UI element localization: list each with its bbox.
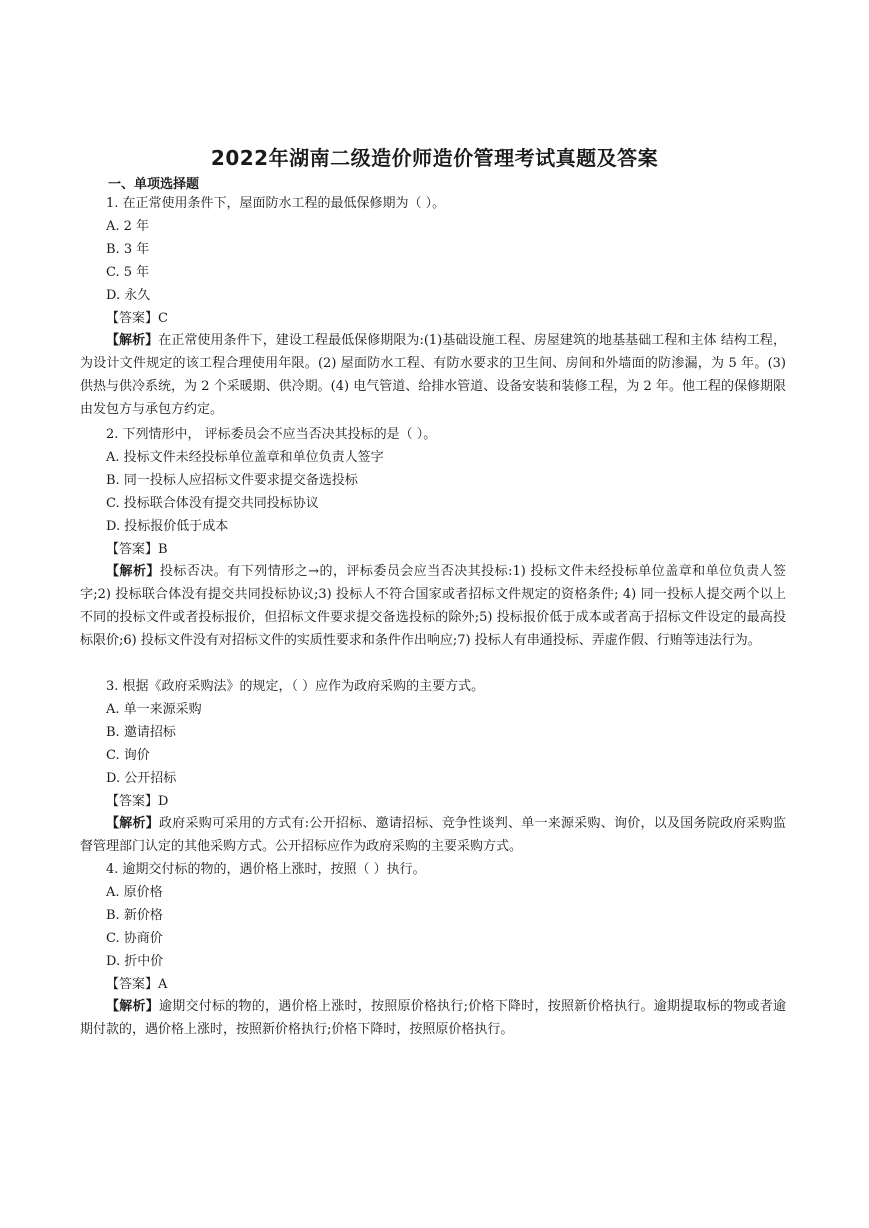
question-stem: 1. 在正常使用条件下，屋面防水工程的最低保修期为（ ）。 [106, 196, 446, 211]
option-c: C. 5 年 [106, 265, 150, 280]
analysis-tag: 【解析】 [106, 816, 159, 831]
option-d: D. 永久 [106, 288, 151, 303]
analysis-paragraph [80, 812, 786, 858]
section-heading: 一、单项选择题 [108, 177, 200, 192]
analysis-paragraph [80, 560, 786, 652]
question-stem: 3. 根据《政府采购法》的规定，（ ）应作为政府采购的主要方式。 [106, 679, 485, 694]
question-stem: 4. 逾期交付标的物的，遇价格上涨时，按照（ ）执行。 [106, 862, 426, 877]
option-a: A. 单一来源采购 [106, 702, 202, 717]
analysis-tag: 【解析】 [106, 564, 160, 579]
analysis-tag: 【解析】 [106, 999, 159, 1014]
analysis-paragraph [80, 329, 786, 421]
answer: 【答案】A [106, 977, 168, 992]
answer: 【答案】B [106, 542, 168, 557]
option-a: A. 投标文件未经投标单位盖章和单位负责人签字 [106, 450, 384, 465]
option-c: C. 投标联合体没有提交共同投标协议 [106, 496, 319, 511]
option-b: B. 邀请招标 [106, 725, 176, 740]
option-c: C. 询价 [106, 748, 150, 763]
answer: 【答案】D [106, 794, 169, 809]
option-b: B. 同一投标人应招标文件要求提交备选投标 [106, 473, 358, 488]
option-b: B. 新价格 [106, 908, 163, 923]
analysis-tag: 【解析】 [106, 333, 159, 348]
analysis-paragraph [80, 995, 786, 1041]
option-d: D. 公开招标 [106, 771, 177, 786]
option-c: C. 协商价 [106, 931, 163, 946]
analysis-text: 逾期交付标的物的，遇价格上涨时，按照原价格执行;价格下降时，按照新价格执行。逾期提取标的物或者逾期付款的，遇价格上涨时，按照新价格执行;价格下降时，按照原价格执行。 [80, 999, 786, 1037]
analysis-text: 投标否决。有下列情形之→的，评标委员会应当否决其投标:1) 投标文件未经投标单位盖章和单位负责人签字;2) 投标联合体没有提交共同投标协议;3) 投标人不符合国家或者招标文件规定的资格条件; 4) 同一投标人提交两个以上不同的投标文件或者投标报价，但招标文件要求提交备选投标的除外;5) 投标报价低于成本或者高于招标文件设定的最高投标限价;6) 投标文件没有对招标文件的实质性要求和条件作出响应;7) 投标人有串通投标、弄虚作假、行贿等违法行为。 [80, 564, 786, 648]
answer: 【答案】C [106, 311, 168, 326]
option-b: B. 3 年 [106, 242, 150, 257]
question-stem: 2. 下列情形中， 评标委员会不应当否决其投标的是（ ）。 [106, 427, 437, 442]
option-a: A. 2 年 [106, 219, 150, 234]
option-d: D. 折中价 [106, 954, 164, 969]
option-d: D. 投标报价低于成本 [106, 519, 229, 534]
analysis-text: 在正常使用条件下，建设工程最低保修期限为:(1)基础设施工程、房屋建筑的地基基础工程和主体 结构工程，为设计文件规定的该工程合理使用年限。(2) 屋面防水工程、有防水要求的卫生间、房间和外墙面的防渗漏，为 5 年。(3) 供热与供冷系统，为 2 个采暖期、供冷期。(4) 电气管道、给排水管道、设备安装和装修工程，为 2 年。他工程的保修期限由发包方与承包方约定。 [80, 333, 786, 417]
document-title: 2022年湖南二级造价师造价管理考试真题及答案 [210, 146, 659, 170]
analysis-text: 政府采购可采用的方式有:公开招标、邀请招标、竞争性谈判、单一来源采购、询价，以及国务院政府采购监督管理部门认定的其他采购方式。公开招标应作为政府采购的主要采购方式。 [80, 816, 786, 854]
option-a: A. 原价格 [106, 885, 163, 900]
